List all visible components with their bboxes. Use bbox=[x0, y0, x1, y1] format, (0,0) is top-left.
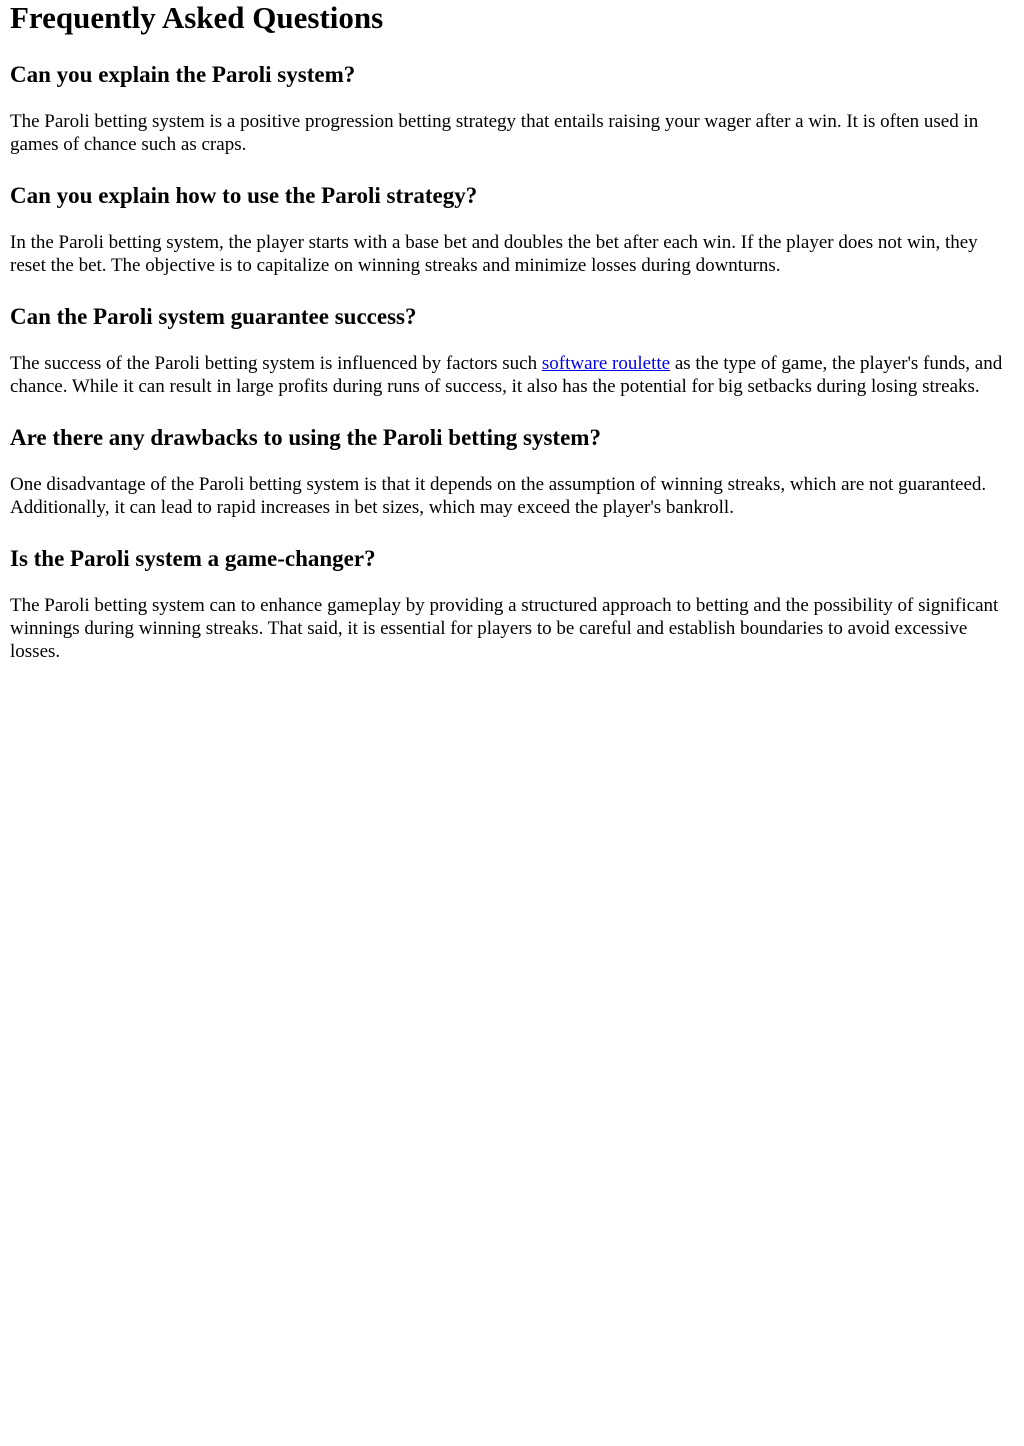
faq-item-5 bbox=[10, 545, 1014, 663]
faq-item-1 bbox=[10, 61, 1014, 156]
faq-answer-3-text-start: The success of the Paroli betting system is influenced by factors such bbox=[10, 353, 542, 374]
faq-answer-3-text-end: as the type of game, the player's funds, and chance. While it can result in large profits during runs of success, it also has the potential for big setbacks during losing streaks. bbox=[10, 353, 1003, 397]
faq-item-4 bbox=[10, 424, 1014, 519]
software-roulette-link[interactable]: software roulette bbox=[541, 353, 671, 374]
page-title: Frequently Asked Questions bbox=[10, 0, 384, 35]
faq-question-2: Can you explain how to use the Paroli strategy? bbox=[10, 183, 478, 208]
faq-question-5: Is the Paroli system a game-changer? bbox=[10, 546, 376, 571]
faq-answer-5: The Paroli betting system can to enhance gameplay by providing a structured approach to betting and the possibility of significant winnings during winning streaks. That said, it is essential for players to be careful and establish boundaries to avoid excessive losses. bbox=[10, 595, 999, 662]
faq-question-4: Are there any drawbacks to using the Paroli betting system? bbox=[10, 425, 601, 450]
faq-answer-2: In the Paroli betting system, the player starts with a base bet and doubles the bet after each win. If the player does not win, they reset the bet. The objective is to capitalize on winning streaks and minimize losses during downturns. bbox=[10, 232, 978, 276]
faq-question-1: Can you explain the Paroli system? bbox=[10, 62, 356, 87]
faq-answer-1: The Paroli betting system is a positive progression betting strategy that entails raising your wager after a win. It is often used in games of chance such as craps. bbox=[10, 111, 979, 155]
faq-answer-4: One disadvantage of the Paroli betting system is that it depends on the assumption of winning streaks, which are not guaranteed. Additionally, it can lead to rapid increases in bet sizes, which may exceed the player's bankroll. bbox=[10, 474, 987, 518]
faq-question-3: Can the Paroli system guarantee success? bbox=[10, 304, 417, 329]
faq-answer-3 bbox=[10, 352, 1014, 398]
faq-item-2 bbox=[10, 182, 1014, 277]
faq-page bbox=[0, 0, 1024, 663]
faq-item-3 bbox=[10, 303, 1014, 398]
